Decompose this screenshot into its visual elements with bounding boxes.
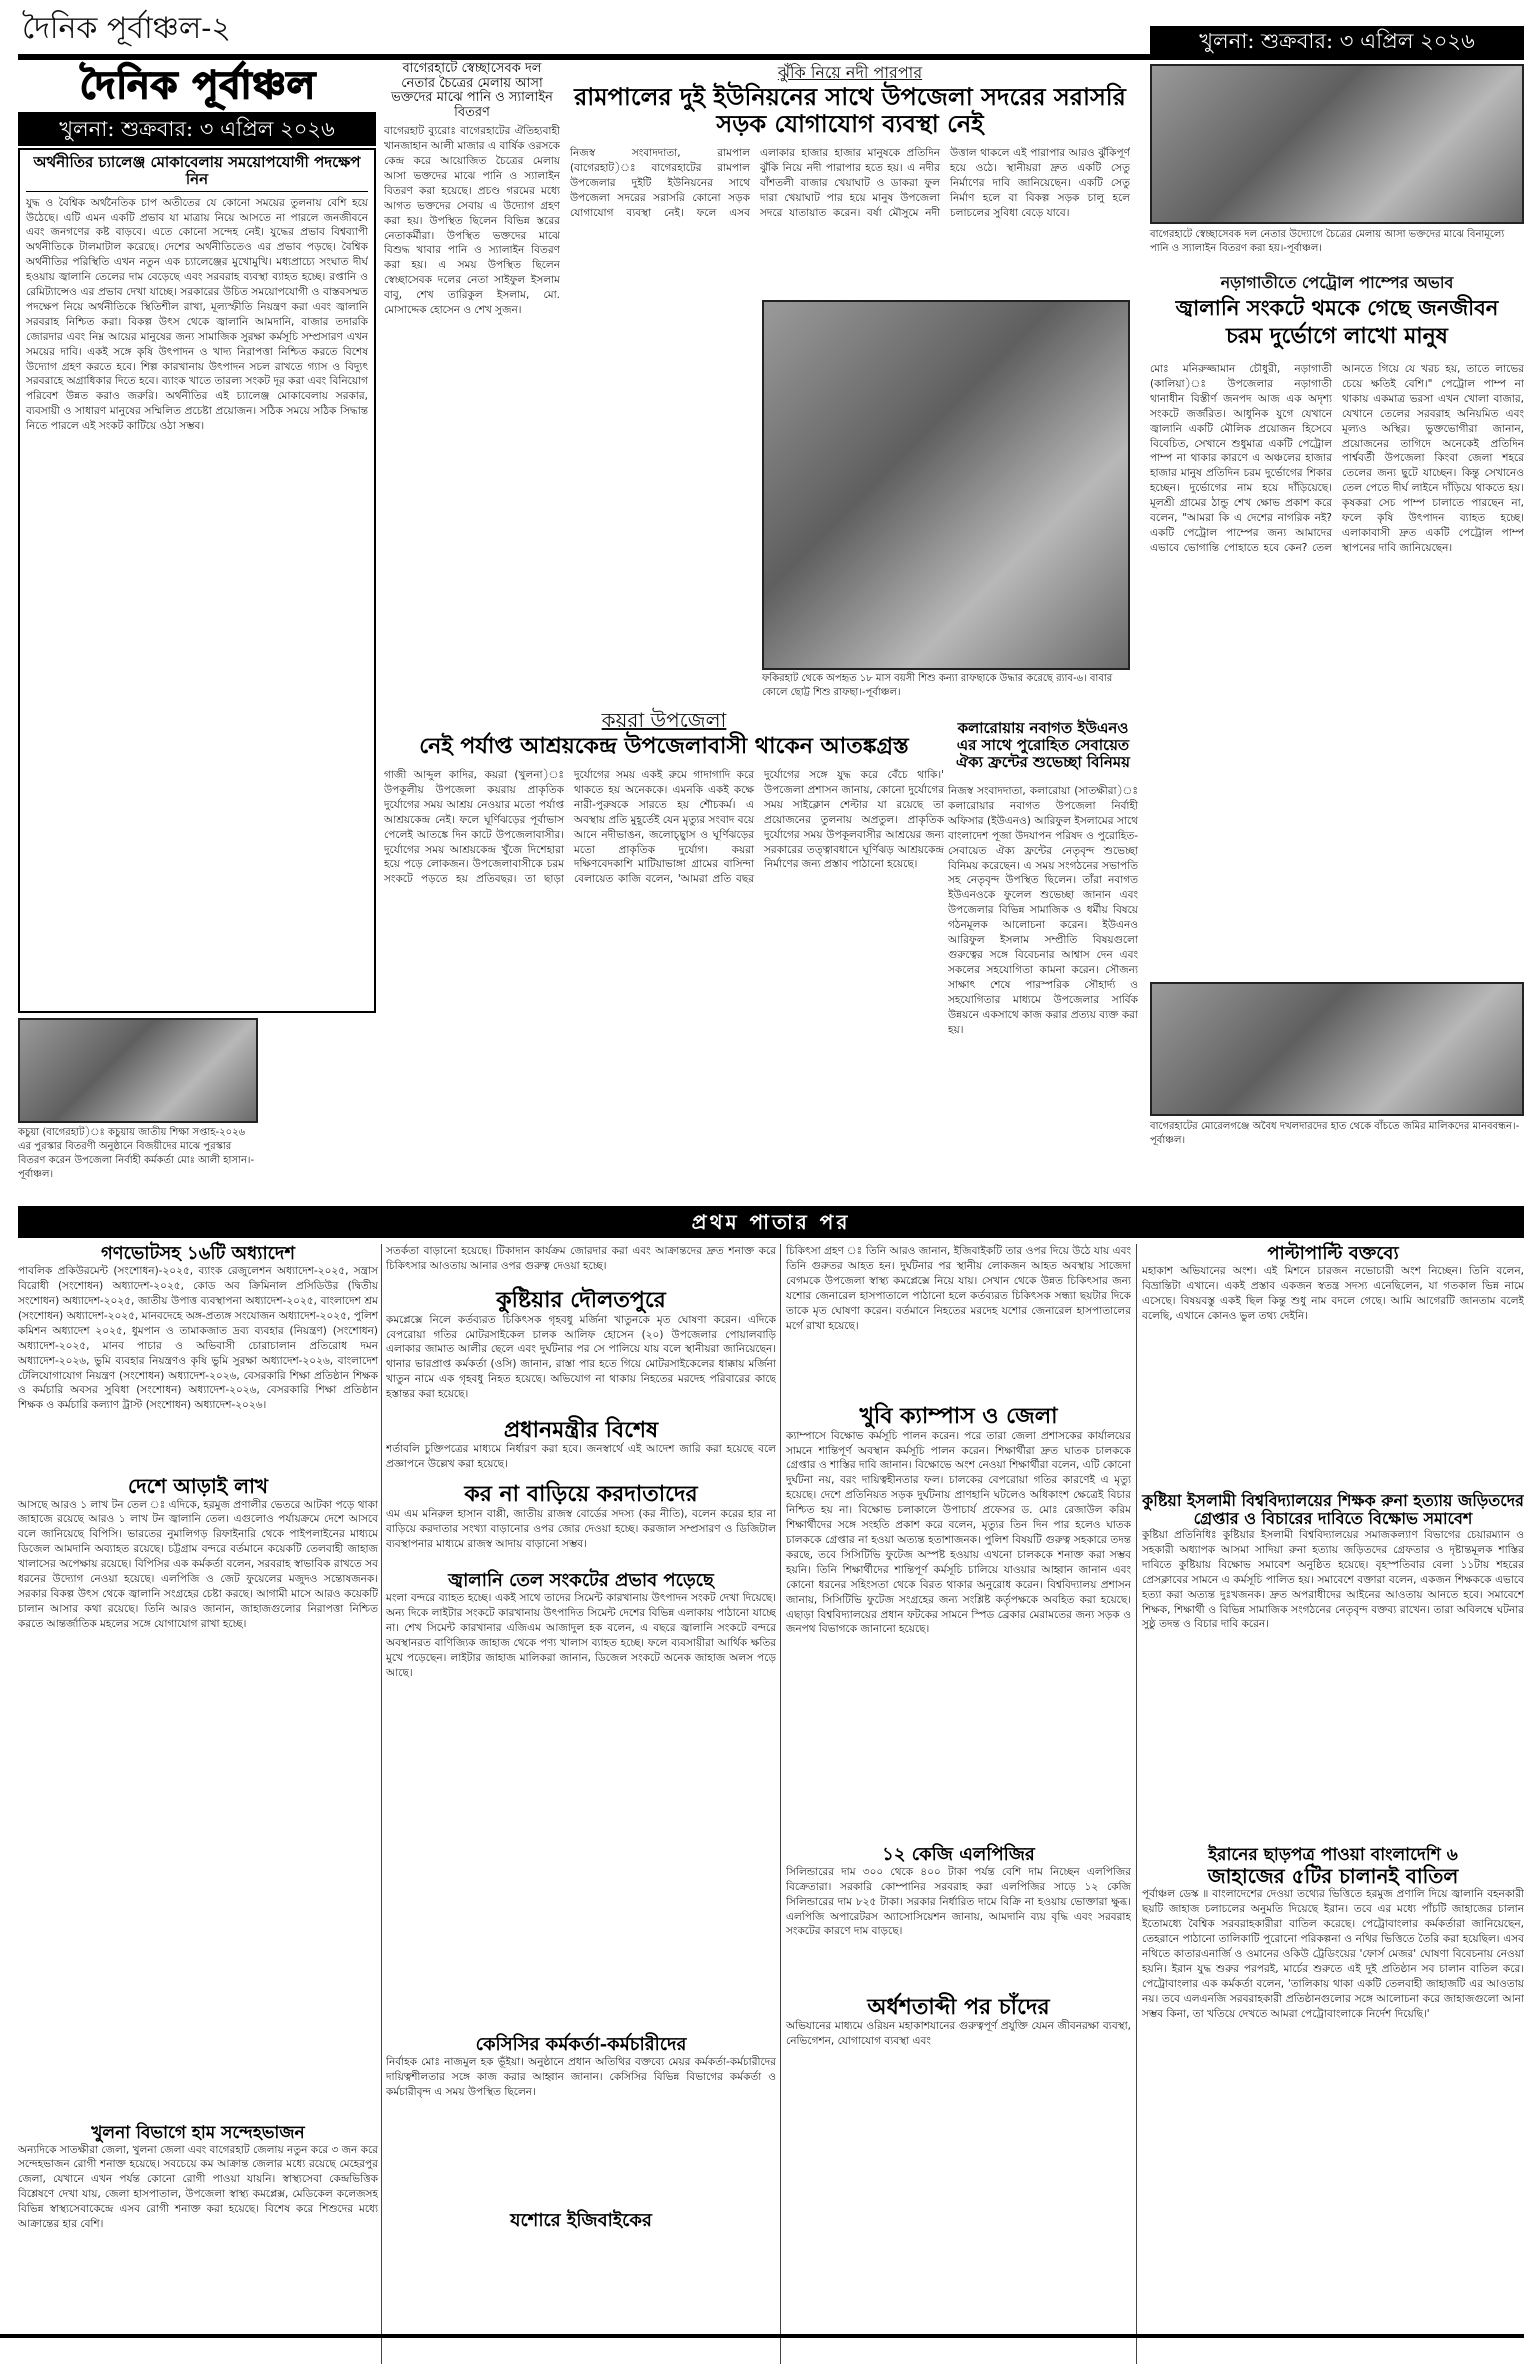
photo-morrelganj-caption: বাগেরহাটের মোরেলগঞ্জে অবৈধ দখলদারদের হাত থেকে বাঁচতে জমির মালিকদের মানববন্ধন।-পূর্বাঞ্চল। <box>1150 1121 1520 1146</box>
column-divider <box>1136 1244 1137 2364</box>
narail-headline-2: চরম দুর্ভোগে লাখো মানুষ <box>1226 323 1448 349</box>
rampal-kicker: ঝুঁকি নিয়ে নদী পারপার <box>777 63 923 82</box>
khulna-measles-body: অন্যদিকে সাতক্ষীরা জেলা, খুলনা জেলা এবং বাগেরহাট জেলায় নতুন করে ৩ জন করে সন্দেহভাজন রোগী শনাক্ত হয়েছে। সবচেয়ে কম আক্রান্ত জেলার মধ্যে রয়েছে মেহেরপুর জেলা, যেখানে এখন পর্যন্ত কোনো রোগী পাওয়া যায়নি। স্বাস্থ্যসেবা কেন্দ্রভিত্তিক বিশ্লেষণে দেখা যায়, জেলা হাসপাতাল, উপজেলা স্বাস্থ্য কমপ্লেক্স, মেডিকেল কলেজসহ বিভিন্ন স্বাস্থ্যসেবাকেন্দ্রে এসব রোগী শনাক্ত করা হয়েছে। বিশেষ করে শিশুদের মধ্যে আক্রান্তের হার বেশি। <box>18 2143 378 2231</box>
koyra-kicker: কয়রা উপজেলা <box>601 708 727 732</box>
rampal-body: নিজস্ব সংবাদদাতা, রামপাল (বাগেরহাট)ঃ বাগেরহাটের রামপাল উপজেলার দুইটি ইউনিয়নের সাথে উপজেলা সদরের সরাসরি কোনো সড়ক যোগাযোগ ব্যবস্থা নেই। ফলে এসব এলাকার হাজার হাজার মানুষকে প্রতিদিন ঝুঁকি নিয়ে নদী পারাপার হতে হয়। এ নদীর বাঁশতলী বাজার খেয়াঘাট ও ডাকরা ফুল দারা খেয়াঘাট পার হয়ে মানুষ উপজেলা সদরে যাতায়াত করেন। বর্ষা মৌসুমে নদী উত্তাল থাকলে এই পারাপার আরও ঝুঁকিপূর্ণ হয়ে ওঠে। স্থানীয়রা দ্রুত একটি সেতু নির্মাণের দাবি জানিয়েছেন। একটি সেতু নির্মাণ হলে বা বিকল্প সড়ক চালু হলে চলাচলের সুবিধা বেড়ে যাবে। <box>570 147 1130 219</box>
pm-special-headline: প্রধানমন্ত্রীর বিশেষ <box>503 1416 659 1443</box>
kushtia-daulatpur-body: কমপ্লেক্সে নিলে কর্তব্যরত চিকিৎসক গৃহবধু মর্জিনা খাতুনকে মৃত ঘোষণা করেন। এদিকে বেপরোয়া গতির মোটরসাইকেল চালক আলিফ হোসেন (২০) উপজেলার পোয়ালবাড়ি এলাকার জামাত আলীর ছেলে এবং দুর্ঘটনার পর সে পালিয়ে যায় বলে স্থানীয়রা জানিয়েছেন। থানার ভারপ্রাপ্ত কর্মকর্তা (ওসি) জানান, রাস্তা পার হতে গিয়ে মোটরসাইকেলের ধাক্কায় মর্জিনা খাতুন নামে এক গৃহবধু নিহত হয়েছে। অভিযোগ না থাকায় নিহতের মরদেহ পরিবারের কাছে হস্তান্তর করা হয়েছে। <box>386 1313 776 1401</box>
photo-morrelganj <box>1150 982 1524 1116</box>
bottom-rule <box>0 2334 1524 2338</box>
fuel-impact-headline: জ্বালানি তেল সংকটের প্রভাব পড়েছে <box>448 1569 714 1591</box>
kuet-campus-body: ক্যাম্পাসে বিক্ষোভ কর্মসূচি পালন করেন। পরে তারা জেলা প্রশাসকের কার্যালয়ের সামনে শান্তিপূর্ণ অবস্থান কর্মসূচি পালন করেন। শিক্ষার্থীরা দ্রুত ঘাতক চালককে গ্রেপ্তার ও শাস্তির দাবি জানান। বিক্ষোভে অংশ নেওয়া শিক্ষার্থীরা বলেন, এটি কোনো দুর্ঘটনা নয়, বরং দায়িত্বহীনতার ফল। চালকের বেপরোয়া গতির কারণেই এ মৃত্যু হয়েছে। দেশে প্রতিনিয়ত সড়ক দুর্ঘটনায় প্রাণহানি ঘটলেও অধিকাংশ ক্ষেত্রেই বিচার নিশ্চিত হয় না। বিক্ষোভ চলাকালে উপাচার্য প্রফেসর ড. মোঃ রেজাউল করিম শিক্ষার্থীদের সঙ্গে সংহতি প্রকাশ করে বলেন, মৃত্যুর তিন দিন পার হলেও ঘাতক চালককে গ্রেপ্তার না হওয়া অত্যন্ত হতাশাজনক। পুলিশ বিষয়টি গুরুত্ব সহকারে তদন্ত করছে, তবে সিসিটিভি ফুটেজ অস্পষ্ট হওয়ায় এখনো চালককে শনাক্ত করা সম্ভব হয়নি। তিনি শিক্ষার্থীদের শান্তিপূর্ণ কর্মসূচি চালিয়ে যাওয়ার আহ্বান জানান এবং কোনো ধরনের সহিংসতা থেকে বিরত থাকার অনুরোধ করেন। বিশ্ববিদ্যালয় প্রশাসন জানায়, সিসিটিভি ফুটেজ সংগ্রহের জন্য সংশ্লিষ্ট কর্তৃপক্ষকে অবহিত করা হয়েছে। এছাড়া বিশ্ববিদ্যালয়ের প্রধান ফটকের সামনে স্পিড ব্রেকার মেরামতের জন্য সড়ক ও জনপথ বিভাগকে জানানো হয়েছে। <box>786 1429 1131 1636</box>
kuet-campus-headline: খুবি ক্যাম্পাস ও জেলা <box>859 1403 1058 1429</box>
jessore-ijibike-headline: যশোরে ইজিবাইকের <box>510 2210 652 2232</box>
iu-protest-body: কুষ্টিয়া প্রতিনিধিঃ কুষ্টিয়ার ইসলামী বিশ্ববিদ্যালয়ের সমাজকল্যাণ বিভাগের চেয়ারম্যান ও সহকারী অধ্যাপক আসমা সাদিয়া রুনা হত্যায় জড়িতদের গ্রেফতার ও দৃষ্টান্তমূলক শাস্তির দাবিতে কুষ্টিয়ায় বিক্ষোভ সমাবেশ অনুষ্ঠিত হয়েছে। বৃহস্পতিবার বেলা ১১টায় শহরের প্রেসক্লাবের সামনে এ কর্মসূচি পালিত হয়। সমাবেশে বক্তারা বলেন, একজন শিক্ষককে এভাবে হত্যা করা অত্যন্ত দুঃখজনক। দ্রুত অপরাধীদের আইনের আওতায় আনতে হবে। সমাবেশে শিক্ষক, শিক্ষার্থী ও বিভিন্ন সামাজিক সংগঠনের নেতৃবৃন্দ বক্তব্য রাখেন। তারা অবিলম্বে ঘটনার সুষ্ঠু তদন্ত ও বিচার দাবি করেন। <box>1142 1528 1524 1631</box>
editorial-box <box>18 148 376 1013</box>
ardhashatabdi-body: অভিযানের মাধ্যমে ওরিয়ন মহাকাশযানের গুরুত্বপূর্ণ প্রযুক্তি যেমন জীবনরক্ষা ব্যবস্থা, নেভিগেশন, যোগাযোগ ব্যবস্থা এবং <box>786 2020 1131 2048</box>
bagerhat-volunteer-headline: বাগেরহাটে স্বেচ্ছাসেবক দল নেতার চৈত্রের মেলায় আসা ভক্তদের মাঝে পানি ও স্যালাইন বিতরণ <box>391 61 553 120</box>
paltapalti-headline: পাল্টাপাল্টি বক্তব্যে <box>1267 1243 1399 1264</box>
newspaper-logo: দৈনিক পূর্বাঞ্চল <box>79 62 317 107</box>
gonovote-headline: গণভোটসহ ১৬টি অধ্যাদেশ <box>100 1243 296 1264</box>
tax-body: এম এম মনিরুল হাসান বাপ্পী, জাতীয় রাজস্ব বোর্ডের সদস্য (কর নীতি), বলেন করের হার না বাড়িয়ে করদাতার সংখ্যা বাড়ানোর ওপর জোর দেওয়া হচ্ছে। করজাল সম্প্রসারণ ও ডিজিটাল ব্যবস্থাপনার মাধ্যমে রাজস্ব আদায় বাড়ানো সম্ভব। <box>386 1507 776 1550</box>
kuet-lead: চিকিৎসা গ্রহণ ঃ তিনি আরও জানান, ইজিবাইকটি তার ওপর দিয়ে উঠে যায় এবং তিনি গুরুতর আহত হন। দুর্ঘটনার পর স্থানীয় লোকজন আহত অবস্থায় সাজেদা বেগমকে উপজেলা স্বাস্থ্য কমপ্লেক্সে নিয়ে যায়। সেখান থেকে উন্নত চিকিৎসার জন্য যশোর জেনারেল হাসপাতালে পাঠানো হলে কর্তব্যরত চিকিৎসক সন্ধ্যা ছয়টার দিকে তাকে মৃত ঘোষণা করেন। বর্তমানে নিহতের মরদেহ যশোর জেনারেল হাসপাতালের মর্গে রাখা হয়েছে। <box>786 1245 1131 1332</box>
iran-ships-headline-1: ইরানের ছাড়পত্র পাওয়া বাংলাদেশি ৬ <box>1208 1844 1458 1865</box>
column-divider <box>381 1244 382 2364</box>
tax-headline: কর না বাড়িয়ে করদাতাদের <box>464 1481 698 1508</box>
photo-volunteer-caption: বাগেরহাটে স্বেচ্ছাসেবক দল নেতার উদ্যোগে চৈত্রের মেলায় আসা ভক্তদের মাঝে বিনামূল্যে পানি ও স্যালাইন বিতরণ করা হয়।-পূর্বাঞ্চল। <box>1150 229 1505 254</box>
bagerhat-volunteer-body: বাগেরহাট ব্যুরোঃ বাগেরহাটের ঐতিহ্যবাহী খানজাহান আলী মাজার এ বার্ষিক ওরসকে কেন্দ্র করে আয়োজিত চৈত্রের মেলায় আসা ভক্তদের মাঝে পানি ও স্যালাইন বিতরণ করা হয়েছে। প্রচণ্ড গরমের মধ্যে আগত ভক্তদের সেবায় এ উদ্যোগ গ্রহণ করা হয়। উপস্থিত ছিলেন বিভিন্ন স্তরের নেতাকর্মীরা। উপস্থিত ভক্তদের মাঝে বিশুদ্ধ খাবার পানি ও স্যালাইন বিতরণ করা হয়। এ সময় উপস্থিত ছিলেন স্বেচ্ছাসেবক দলের নেতা সাইফুল ইসলাম বাবু, শেখ তারিকুল ইসলাম, মো. মোসাদ্দেক হোসেন ও শেখ সুজন। <box>384 125 560 317</box>
photo-volunteer-water <box>1150 64 1524 224</box>
narail-body: মোঃ মনিরুজ্জামান চৌধুরী, নড়াগাতী (কালিয়া)ঃ উপজেলার নড়াগাতী থানাধীন বিস্তীর্ণ জনপদ আজ এক অদৃশ্য সংকটে জর্জরিত। আধুনিক যুগে যেখানে জ্বালানি একটি মৌলিক প্রয়োজন হিসেবে বিবেচিত, সেখানে শুধুমাত্র একটি পেট্রোল পাম্প না থাকার কারণে এ অঞ্চলের হাজার হাজার মানুষ প্রতিদিন চরম দুর্ভোগের শিকার হচ্ছেন। দুর্ভোগের নাম হয়ে দাঁড়িয়েছে। মূলশ্রী গ্রামের ঠান্ডু শেখ ক্ষোভ প্রকাশ করে বলেন, "আমরা কি এ দেশের নাগরিক নই? একটি পেট্রোল পাম্পের জন্য আমাদের এভাবে ভোগান্তি পোহাতে হবে কেন? তেল আনতে গিয়ে যে খরচ হয়, তাতে লাভের চেয়ে ক্ষতিই বেশি।" পেট্রোল পাম্প না থাকায় একমাত্র ভরসা এখন খোলা বাজার, যেখানে তেলের সরবরাহ অনিয়মিত এবং মূল্যও অস্থির। ভুক্তভোগীরা জানান, প্রয়োজনের তাগিদে অনেকেই প্রতিদিন পার্শ্ববর্তী উপজেলা কিংবা জেলা শহরে তেলের জন্য ছুটে যাচ্ছেন। কিন্তু সেখানেও তেল পেতে দীর্ঘ লাইনে দাঁড়িয়ে থাকতে হয়। কৃষকরা সেচ পাম্প চালাতে পারছেন না, ফলে কৃষি উৎপাদন ব্যাহত হচ্ছে। এলাকাবাসী দ্রুত একটি পেট্রোল পাম্প স্থাপনের দাবি জানিয়েছেন। <box>1150 363 1524 554</box>
dateline: খুলনা: শুক্রবার: ৩ এপ্রিল ২০২৬ <box>18 112 376 146</box>
pm-special-body: শর্তাবলি চুক্তিপত্রের মাধ্যমে নির্ধারণ করা হবে। জনস্বার্থে এই আদেশ জারি করা হয়েছে বলে প্রজ্ঞাপনে উল্লেখ করা হয়েছে। <box>386 1443 776 1471</box>
kalaroa-headline: কলারোয়ায় নবাগত ইউএনও এর সাথে পুরোহিত সেবায়েত ঐক্য ফ্রন্টের শুভেচ্ছা বিনিময় <box>956 719 1130 771</box>
rab-photo-caption: ফকিরহাট থেকে অপহৃত ১৮ মাস বয়সী শিশু কন্যা রাফছাকে উদ্ধার করেছে র‌্যাব-৬। বাবার কোলে ছোট্ট শিশু রাফছা।-পূর্বাঞ্চল। <box>762 673 1113 698</box>
photo-kochua-caption: কচুয়া (বাগেরহাট)ঃ কচুয়ায় জাতীয় শিক্ষা সপ্তাহ-২০২৬ এর পুরস্কার বিতরণী অনুষ্ঠানে বিজয়ীদের মাঝে পুরস্কার বিতরণ করেন উপজেলা নির্বাহী কর্মকর্তা মোঃ আলী হাসান।-পূর্বাঞ্চল। <box>18 1127 255 1180</box>
editorial-headline: অর্থনীতির চ্যালেঞ্জ মোকাবেলায় সময়োপযোগী পদক্ষেপ নিন <box>26 154 368 192</box>
narail-headline-1: জ্বালানি সংকটে থমকে গেছে জনজীবন <box>1175 295 1499 320</box>
fuel-impact-body: মংলা বন্দরে ব্যাহত হচ্ছে। একই সাথে তাদের সিমেন্ট কারখানায় উৎপাদন সংকট দেখা দিয়েছে। অন্য দিকে লাইটার সংকটে কারখানায় উৎপাদিত সিমেন্ট দেশের বিভিন্ন এলাকায় পাঠানো যাচ্ছে না। শেখ সিমেন্ট কারখানার এজিএম আজাদুল হক বলেন, এ বছরে জ্বালানি সংকটে বন্দরে অবস্থানরত বাণিজ্যিক জাহাজ থেকে পণ্য খালাস ব্যাহত হচ্ছে। ফলে ব্যবসায়ীরা আর্থিক ক্ষতির মুখে পড়েছেন। লাইটার জাহাজ মালিকরা জানান, ডিজেল সংকটে অনেক জাহাজ অলস পড়ে আছে। <box>386 1592 776 1679</box>
paltapalti-body: মহাকাশ অভিযানের অংশ। এই মিশনে চারজন নভোচারী অংশ নিচ্ছেন। তিনি বলেন, বিভ্রান্তিটা এখানে। একই প্রস্তাব একজন স্বতন্ত্র সদস্য এনেছিলেন, যা গতকাল ভিন্ন নামে এসেছে। বিষয়বস্তু একই ছিল কিন্তু শুধু নাম বদলে গেছে। আমি আগেরটি জানতাম বলেই বলেছি, এখানে কোনও ভুল তথ্য দেইনি। <box>1142 1265 1524 1322</box>
khulna-measles-headline: খুলনা বিভাগে হাম সন্দেহভাজন <box>91 2122 305 2143</box>
ardhashatabdi-headline: অর্ধশতাব্দী পর চাঁদের <box>867 1993 1050 2020</box>
lpg-headline: ১২ কেজি এলপিজির <box>882 1843 1035 1865</box>
editorial-body: যুদ্ধ ও বৈশ্বিক অর্থনৈতিক চাপ অতীতের যে কোনো সময়ের তুলনায় বেশি হয়ে উঠেছে। এটি এমন একটি প্রভাব যা মাত্রায় নিয়ে আসতে না পারলে জনজীবনে এবং জনগণের কষ্ট বাড়বে। এতে কোনো সন্দেহ নেই। যুদ্ধের প্রভাব বিশ্বব্যাপী অর্থনীতিকে টালমাটাল করেছে। দেশের অর্থনীতিতেও এর প্রভাব পড়ছে। বৈশ্বিক অর্থনীতির পরিস্থিতি এখন নতুন এক চ্যালেঞ্জের মুখোমুখি। মধ্যপ্রাচ্যে সংঘাত দীর্ঘ হওয়ায় জ্বালানি তেলের দাম বেড়েছে এবং সরবরাহ ব্যবস্থা ব্যাহত হচ্ছে। রপ্তানি ও রেমিট্যান্সেও এর প্রভাব দেখা যাচ্ছে। সরকারের উচিত সময়োপযোগী ও বাস্তবসম্মত পদক্ষেপ নিয়ে অর্থনীতিকে স্থিতিশীল রাখা, মূল্যস্ফীতি নিয়ন্ত্রণ করা এবং জ্বালানি সরবরাহ নিশ্চিত করা। বিকল্প উৎস থেকে জ্বালানি আমদানি, বাজার তদারকি জোরদার এবং নিম্ন আয়ের মানুষের জন্য সামাজিক সুরক্ষা কর্মসূচি সম্প্রসারণ এখন সময়ের দাবি। একই সঙ্গে কৃষি উৎপাদন ও খাদ্য নিরাপত্তা নিশ্চিত করতে বিশেষ উদ্যোগ গ্রহণ করতে হবে। শিল্প কারখানায় উৎপাদন সচল রাখতে গ্যাস ও বিদ্যুৎ সরবরাহে অগ্রাধিকার দিতে হবে। ব্যাংক খাতে তারল্য সংকট দূর করা এবং বিনিয়োগ পরিবেশ উন্নত করাও জরুরি। অর্থনীতির এই চ্যালেঞ্জ মোকাবেলায় সরকার, ব্যবসায়ী ও সাধারণ মানুষের সম্মিলিত প্রচেষ্টা প্রয়োজন। সঠিক সময়ে সঠিক সিদ্ধান্ত নিতে পারলে এই সংকট কাটিয়ে ওঠা সম্ভব। <box>26 196 368 433</box>
arai-lakh-body: আসছে আরও ১ লাখ টন তেল ঃ এদিকে, হরমুজ প্রণালীর ভেতরে আটকা পড়ে থাকা জাহাজে রয়েছে আরও ১ লাখ টন জ্বালানি তেল। এগুলোও পর্যায়ক্রমে দেশে আসবে বলে জানিয়েছে বিপিসি। ভারতের নুমালিগড় রিফাইনারি থেকে পাইপলাইনের মাধ্যমে ডিজেল আমদানি অব্যাহত রয়েছে। চট্টগ্রাম বন্দরে বর্তমানে কয়েকটি তেলবাহী জাহাজ খালাসের অপেক্ষায় রয়েছে। বিপিসির এক কর্মকর্তা বলেন, সরবরাহ স্বাভাবিক রাখতে সব ধরনের উদ্যোগ নেওয়া হয়েছে। এলপিজি ও জেট ফুয়েলের মজুদও সন্তোষজনক। সরকার বিকল্প উৎস থেকে জ্বালানি সংগ্রহের চেষ্টা করছে। আগামী মাসে আরও কয়েকটি চালান আসার কথা রয়েছে। তিনি আরও জানান, জাহাজগুলোর নিরাপত্তা নিশ্চিত করতে আন্তর্জাতিক মহলের সঙ্গে যোগাযোগ রাখা হচ্ছে। <box>18 1498 378 1630</box>
iran-ships-body: পূর্বাঞ্চল ডেস্ক ॥ বাংলাদেশের দেওয়া তথ্যের ভিত্তিতে হরমুজ প্রণালি দিয়ে জ্বালানি বহনকারী ছয়টি জাহাজ চলাচলের অনুমতি দিয়েছে ইরান। তবে এর মধ্যে পাঁচটি জাহাজের চালান ইতোমধ্যে বৈশ্বিক সরবরাহকারীরা বাতিল করেছে। পেট্রোবাংলার কর্মকর্তারা জানিয়েছেন, তেহরানে পাঠানো তালিকাটি পুরোনো পরিকল্পনা ও নথির ভিত্তিতে তৈরি করা হয়েছিল। এসব নথিতে কাতারএনার্জি ও ওমানের ওকিউ ট্রেডিংয়ের 'ফোর্স মেজর' ঘোষণা বিবেচনায় নেওয়া হয়নি। ইরান যুদ্ধ শুরুর পরপরই, মার্চের শুরুতে এই দুই প্রতিষ্ঠান সব চালান বাতিল করে। পেট্রোবাংলার এক কর্মকর্তা বলেন, 'তালিকায় থাকা একটি তেলবাহী জাহাজটি এর আওতায় নয়। তবে এলএনজি সরবরাহকারী প্রতিষ্ঠানগুলোর সঙ্গে আলোচনা করে জাহাজগুলো আনা সম্ভব কিনা, তা খতিয়ে দেখতে আমরা পেট্রোবাংলাকে নির্দেশ দিয়েছি।' <box>1142 1888 1524 2020</box>
iran-ships-headline-2: জাহাজের ৫টির চালানই বাতিল <box>1207 1864 1459 1888</box>
gonovote-body: পাবলিক প্রকিউরমেন্ট (সংশোধন)-২০২৫, ব্যাংক রেজুলেশন অধ্যাদেশ-২০২৫, সন্ত্রাস বিরোধী (সংশোধন) অধ্যাদেশ-২০২৫, কোড অব ক্রিমিনাল প্রসিডিউর (দ্বিতীয় সংশোধন) অধ্যাদেশ-২০২৫, জাতীয় উপাত্ত ব্যবস্থাপনা অধ্যাদেশ-২০২৫, বাংলাদেশ শ্রম (সংশোধন) অধ্যাদেশ-২০২৫, মানবদেহে অঙ্গ-প্রত্যঙ্গ সংযোজন অধ্যাদেশ-২০২৫, পুলিশ কমিশন অধ্যাদেশ ২০২৫, ধুমপান ও তামাকজাত দ্রব্য ব্যবহার (নিয়ন্ত্রণ) (সংশোধন) অধ্যাদেশ-২০২৫, মানব পাচার ও অভিবাসী চোরাচালান প্রতিরোধ দমন অধ্যাদেশ-২০২৬, ভুমি ব্যবহার নিয়ন্ত্রণও কৃষি ভুমি সুরক্ষা অধ্যাদেশ-২০২৬, বাংলাদেশ টেলিযোগাযোগ নিয়ন্ত্রণ (সংশোধন) অধ্যাদেশ-২০২৬, বেসরকারি শিক্ষা প্রতিষ্ঠান শিক্ষক ও কর্মচারি অবসর সুবিধা (সংশোধন) অধ্যাদেশ-২০২৬, বেসরকারি শিক্ষা প্রতিষ্ঠান শিক্ষক ও কর্মচারি কল্যাণ ট্রাস্ট (সংশোধন) অধ্যাদেশ-২০২৬। <box>18 1265 378 1412</box>
narail-kicker: নড়াগাতীতে পেট্রোল পাম্পের অভাব <box>1220 273 1454 292</box>
continued-band <box>18 1206 1524 1238</box>
kcc-body: নির্বাহক মোঃ নাজমুল হক ভূঁইয়া। অনুষ্ঠানে প্রধান অতিথির বক্তব্যে মেয়র কর্মকর্তা-কর্মচারীদের দায়িত্বশীলতার সঙ্গে কাজ করার আহ্বান জানান। কেসিসির বিভিন্ন বিভাগের কর্মকর্তা ও কর্মচারীবৃন্দ এ সময় উপস্থিত ছিলেন। <box>386 2056 776 2098</box>
kushtia-lead: সতর্কতা বাড়ানো হয়েছে। টিকাদান কার্যক্রম জোরদার করা এবং আক্রান্তদের দ্রুত শনাক্ত করে চিকিৎসার আওতায় আনার ওপর গুরুত্ব দেওয়া হচ্ছে। <box>386 1245 776 1272</box>
koyra-body: গাজী আব্দুল কাদির, কয়রা (খুলনা)ঃ উপকূলীয় উপজেলা কয়রায় প্রাকৃতিক দুর্যোগের সময় আশ্রয় নেওয়ার মতো পর্যাপ্ত আশ্রয়কেন্দ্র নেই। ফলে ঘূর্ণিঝড়ের পূর্বাভাস পেলেই আতঙ্কে দিন কাটে উপজেলাবাসীর। দুর্যোগের সময় আশ্রয়কেন্দ্র খুঁজে দিশেহারা হয়ে পড়ে লোকজন। উপজেলাবাসীকে চরম সংকটে পড়তে হয় প্রতিবছর। তা ছাড়া দুর্যোগের সময় একই রুমে গাদাগাদি করে থাকতে হয় অনেককে। এমনকি একই কক্ষে নারী-পুরুষকে সারতে হয় শৌচকর্ম। এ অবস্থায় প্রতি মুহূর্তেই যেন মৃত্যুর সংবাদ বয়ে আনে নদীভাঙন, জলোচ্ছ্বাস ও ঘূর্ণিঝড়ের মতো প্রাকৃতিক দুর্যোগ। কয়রা দক্ষিণবেদকাশি মাটিয়াভাঙ্গা গ্রামের বাসিন্দা বেলায়েত কাজি বলেন, 'আমরা প্রতি বছর দুর্যোগের সঙ্গে যুদ্ধ করে বেঁচে থাকি।' উপজেলা প্রশাসন জানায়, কোনো দুর্যোগের সময় সাইক্লোন শেল্টার যা রয়েছে তা প্রয়োজনের তুলনায় অপ্রতুল। প্রাকৃতিক দুর্যোগের সময় উপকূলবাসীর আশ্রয়ের জন্য সরকারের তত্ত্বাবধানে ঘূর্ণিঝড় আশ্রয়কেন্দ্র নির্মাণের জন্য প্রস্তাব পাঠানো হয়েছে। <box>384 769 944 886</box>
kcc-headline: কেসিসির কর্মকর্তা-কর্মচারীদের <box>475 2034 687 2056</box>
kalaroa-body: নিজস্ব সংবাদদাতা, কলারোয়া (সাতক্ষীরা)ঃ কলারোয়ার নবাগত উপজেলা নির্বাহী অফিসার (ইউএনও) আরিফুল ইসলামের সাথে বাংলাদেশ পূজা উদযাপন পরিষদ ও পুরোহিত-সেবায়েত ঐক্য ফ্রন্টের নেতৃবৃন্দ শুভেচ্ছা বিনিময় করেছেন। এ সময় সংগঠনের সভাপতি সহ নেতৃবৃন্দ উপস্থিত ছিলেন। তাঁরা নবাগত ইউএনওকে ফুলেল শুভেচ্ছা জানান এবং উপজেলার বিভিন্ন সামাজিক ও ধর্মীয় বিষয়ে গঠনমূলক আলোচনা করেন। ইউএনও আরিফুল ইসলাম সম্প্রীতি বিষয়গুলো গুরুত্বের সঙ্গে বিবেচনার আশ্বাস দেন এবং সকলের সহযোগিতা কামনা করেন। সৌজন্য সাক্ষাৎ শেষে পারস্পরিক সৌহার্দ্য ও সহযোগিতার মাধ্যমে উপজেলার সার্বিক উন্নয়নে একসাথে কাজ করার প্রত্যয় ব্যক্ত করা হয়। <box>948 785 1138 1036</box>
lower-col-5 <box>1142 1244 1524 2364</box>
photo-kochua-award <box>18 1018 258 1123</box>
arai-lakh-headline: দেশে আড়াই লাখ <box>127 1474 269 1499</box>
column-divider <box>780 1244 781 2364</box>
page-title: দৈনিক পূর্বাঞ্চল-২ <box>22 11 231 46</box>
koyra-headline: নেই পর্যাপ্ত আশ্রয়কেন্দ্র উপজেলাবাসী থাকেন আতঙ্কগ্রস্ত <box>419 733 909 759</box>
lower-col-1 <box>18 1244 378 2364</box>
kushtia-daulatpur-headline: কুষ্টিয়ার দৌলতপুরে <box>496 1287 666 1313</box>
iu-protest-headline: কুষ্টিয়া ইসলামী বিশ্ববিদ্যালয়ের শিক্ষক রুনা হত্যায় জড়িতদের গ্রেপ্তার ও বিচারের দাবিতে বিক্ষোভ সমাবেশ <box>1142 1491 1524 1529</box>
photo-rab-rescue <box>762 300 1130 670</box>
lower-col-2 <box>386 1244 776 2364</box>
dateline-right: খুলনা: শুক্রবার: ৩ এপ্রিল ২০২৬ <box>1150 26 1524 56</box>
lpg-body: সিলিন্ডারের দাম ৩০০ থেকে ৪০০ টাকা পর্যন্ত বেশি দাম নিচ্ছেন এলপিজির বিক্রেতারা। সরকারি কোম্পানির সরবরাহ করা এলপিজির সাড়ে ১২ কেজি সিলিন্ডারের দাম ৮২৫ টাকা। সরকার নির্ধারিত দামে বিক্রি না হওয়ায় ভোক্তারা ক্ষুব্ধ। এলপিজি অপারেটরস অ্যাসোসিয়েশন জানায়, আমদানি ব্যয় বৃদ্ধি এবং সরবরাহ সংকটের কারণে দাম বাড়ছে। <box>786 1865 1131 1938</box>
rampal-headline: রামপালের দুই ইউনিয়নের সাথে উপজেলা সদরের সরাসরি সড়ক যোগাযোগ ব্যবস্থা নেই <box>574 82 1126 138</box>
continued-band-label: প্রথম পাতার পর <box>691 1209 851 1234</box>
lower-col-3 <box>786 1244 1131 2364</box>
